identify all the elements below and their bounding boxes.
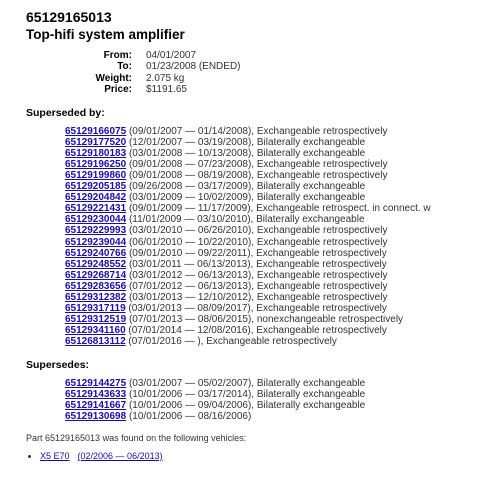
list-item [65, 281, 490, 292]
part-link[interactable]: 65129341160 [65, 325, 126, 337]
part-description: (10/01/2006 — 08/16/2006) [128, 410, 252, 422]
part-description: (09/01/2008 — 07/23/2008), Exchangeable retrospectively [128, 158, 388, 170]
info-value: 04/01/2007 [146, 50, 197, 61]
list-item [65, 181, 490, 192]
list-item [65, 248, 490, 259]
list-item [65, 270, 490, 281]
part-description: (03/01/2012 — 06/13/2013), Exchangeable retrospectively [128, 269, 388, 281]
vehicle-item [40, 451, 490, 462]
part-description: (07/01/2014 — 12/08/2016), Exchangeable retrospectively [128, 325, 387, 337]
info-label: From: [103, 50, 132, 61]
list-item [65, 137, 490, 148]
info-label: Weight: [95, 72, 132, 84]
part-link[interactable]: 65129143633 [65, 388, 127, 400]
part-link[interactable]: 65129144275 [65, 377, 127, 389]
part-description: (03/01/2013 — 08/09/2017), Exchangeable retrospectively [128, 303, 387, 315]
list-item [65, 336, 490, 347]
list-item [65, 303, 490, 314]
part-link[interactable]: 65129177520 [65, 136, 127, 148]
info-row [88, 50, 244, 61]
list-item [65, 192, 490, 203]
part-description: (09/01/2007 — 01/14/2008), Exchangeable retrospectively [128, 125, 388, 137]
part-description: (03/01/2009 — 10/02/2009), Bilaterally exchangeable [128, 192, 366, 204]
part-description: (09/26/2008 — 03/17/2009), Bilaterally exchangeable [128, 181, 366, 193]
part-description: (10/01/2006 — 09/04/2006), Bilaterally exchangeable [128, 399, 366, 411]
list-item [65, 259, 490, 270]
part-description: (03/01/2007 — 05/02/2007), Bilaterally exchangeable [128, 377, 366, 389]
part-link[interactable]: 65129240766 [65, 247, 127, 259]
part-link[interactable]: 65129199860 [65, 170, 127, 181]
list-item [65, 148, 490, 159]
part-description: (09/01/2009 — 11/17/2009), Exchangeable retrospect. in connect. w [128, 203, 431, 215]
supersedes-list [65, 378, 490, 422]
part-link[interactable]: 65129205185 [65, 181, 127, 193]
part-link[interactable]: 65129166075 [65, 125, 127, 137]
list-item [65, 170, 490, 181]
part-link[interactable]: 65129239044 [65, 236, 127, 248]
list-item [65, 389, 490, 400]
superseded-by-list [65, 126, 490, 348]
part-description: (07/01/2013 — 08/06/2015), nonexchangeable retrospectively [128, 314, 404, 326]
part-link[interactable]: 65129141667 [65, 399, 127, 411]
part-link[interactable]: 65129248552 [65, 258, 127, 270]
info-value: $1191.65 [146, 84, 187, 96]
part-link[interactable]: 65129312519 [65, 314, 127, 326]
part-description: (03/01/2013 — 12/10/2012), Exchangeable retrospectively [128, 292, 388, 304]
vehicle-range-link[interactable]: (02/2006 — 06/2013) [77, 450, 163, 461]
list-item [65, 225, 490, 236]
info-row [88, 84, 244, 95]
info-label: Price: [104, 84, 132, 96]
part-link[interactable]: 65129312382 [65, 292, 127, 304]
list-item [65, 203, 490, 214]
part-number: 65129165013 [26, 9, 112, 25]
part-link[interactable]: 65129317119 [65, 303, 126, 315]
part-description: (07/01/2012 — 06/13/2013), Exchangeable retrospectively [128, 280, 388, 292]
part-description: (09/01/2008 — 08/19/2008), Exchangeable retrospectively [128, 170, 388, 181]
list-item [65, 292, 490, 303]
info-row [88, 61, 244, 72]
part-link[interactable]: 65129196250 [65, 158, 127, 170]
list-item [65, 411, 490, 422]
part-link[interactable]: 65126813112 [65, 336, 126, 348]
part-description: (07/01/2016 — ), Exchangeable retrospectively [128, 336, 337, 348]
part-link[interactable]: 65129230044 [65, 214, 127, 226]
vehicle-model-link[interactable]: X5 E70 [40, 450, 70, 461]
part-description: (03/01/2011 — 06/13/2013), Exchangeable retrospectively [128, 258, 387, 270]
vehicle-list [26, 451, 490, 462]
part-name: Top-hifi system amplifier [26, 27, 185, 42]
list-item [65, 159, 490, 170]
part-link[interactable]: 65129229993 [65, 225, 127, 237]
list-item [65, 400, 490, 411]
info-label: To: [117, 61, 132, 73]
supersedes-title: Supersedes: [26, 358, 90, 371]
superseded-by-title: Superseded by: [26, 106, 105, 119]
part-link[interactable]: 65129180183 [65, 147, 127, 159]
part-description: (03/01/2008 — 10/13/2008), Bilaterally exchangeable [128, 147, 366, 159]
part-link[interactable]: 65129130698 [65, 410, 127, 422]
info-value: 2.075 kg [146, 72, 185, 84]
info-value: 01/23/2008 (ENDED) [146, 61, 241, 73]
list-item [65, 214, 490, 225]
part-description: (03/01/2010 — 06/26/2010), Exchangeable retrospectively [128, 225, 388, 237]
part-description: (09/01/2010 — 09/22/2011), Exchangeable retrospectively [128, 247, 387, 259]
part-description: (11/01/2009 — 03/10/2010), Bilaterally exchangeable [128, 214, 365, 226]
part-description: (10/01/2006 — 03/17/2014), Bilaterally exchangeable [128, 388, 366, 400]
list-item [65, 237, 490, 248]
part-link[interactable]: 65129283656 [65, 280, 127, 292]
part-info-table [88, 50, 244, 96]
part-link[interactable]: 65129268714 [65, 269, 127, 281]
list-item [65, 325, 490, 336]
part-description: (12/01/2007 — 03/19/2008), Bilaterally exchangeable [128, 136, 366, 148]
part-link[interactable]: 65129204842 [65, 192, 127, 204]
part-link[interactable]: 65129221431 [65, 203, 127, 215]
info-row [88, 73, 244, 84]
part-description: (06/01/2010 — 10/22/2010), Exchangeable retrospectively [128, 236, 388, 248]
list-item [65, 314, 490, 325]
list-item [65, 378, 490, 389]
vehicles-intro: Part 65129165013 was found on the following vehicles: [26, 432, 247, 443]
list-item [65, 126, 490, 137]
